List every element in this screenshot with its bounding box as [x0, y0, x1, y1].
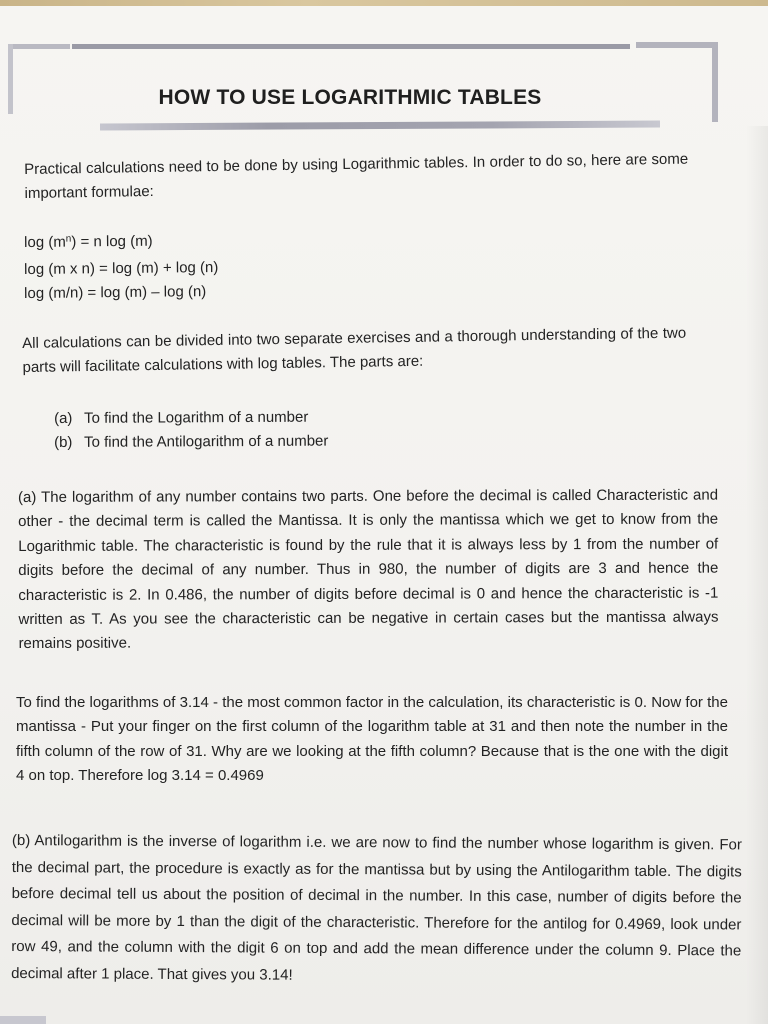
- formula-product: [24, 257, 218, 281]
- part-marker-b: (b): [54, 433, 73, 451]
- part-text-a: To find the Logarithm of a number: [83, 408, 309, 427]
- formula-product-right: = log (m) + log (n): [99, 258, 219, 278]
- part-text-b: To find the Antilogarithm of a number: [83, 432, 329, 451]
- division-paragraph: All calculations can be divided into two separate exercises and a thorough understanding of the two parts will facilitate calculations with log tables. The parts are:: [22, 324, 687, 377]
- formula-quotient-left: log (m/n): [24, 284, 84, 302]
- part-marker-a: (a): [54, 409, 73, 427]
- formula-power-right: = n log (m): [80, 232, 153, 251]
- frame-rule-top-left: [8, 44, 70, 49]
- page-title: HOW TO USE LOGARITHMIC TABLES: [158, 86, 542, 109]
- formula-quotient: [24, 281, 206, 305]
- title-underline-rule: [100, 121, 660, 131]
- paragraph-antilogarithm: (b) Antilogarithm is the inverse of logarithm i.e. we are now to find the number whose logarithm is given. For the decimal part, the procedure is exactly as for the mantissa but by using the Antilogarithm table. The digits before decimal tell us about the position of decimal in the number. In this case, number of digits before the decimal will be more by 1 than the digit of the characteristic. Therefore for the antilog for 0.4969, look under row 49, and the column with the digit 6 on top and add the mean difference under the column 9. Place the decimal after 1 place. That gives you 3.14!: [11, 831, 742, 984]
- page-shadow: [746, 126, 768, 1024]
- frame-rule-top-right: [636, 42, 718, 48]
- part-item-b: [54, 433, 328, 451]
- page-bottom-corner: [0, 1016, 46, 1024]
- formula-quotient-right: = log (m) – log (n): [87, 283, 207, 302]
- paragraph-example: To find the logarithms of 3.14 - the most common factor in the calculation, its characteristic is 0. Now for the mantissa - Put your finger on the first column of the logarithm table at 31 and then note the number in the fifth column of the row of 31. Why are we looking at the fifth column? Because that is the one with the digit 4 on top. Therefore log 3.14 = 0.4969: [16, 694, 728, 785]
- formula-product-left: log (m x n): [24, 260, 96, 278]
- paragraph-logarithm: (a) The logarithm of any number contains two parts. One before the decimal is called Characteristic and other - the decimal term is called the Mantissa. It is only the mantissa which we get to know from the Logarithmic table. The characteristic is found by the rule that it is always less by 1 from the number of digits before the decimal of any number. Thus in 980, the number of digits are 3 and hence the characteristic is 2. In 0.486, the number of digits before decimal is 0 and hence the characteristic is -1 written as T. As you see the characteristic can be negative in certain cases but the mantissa always remains positive.: [18, 486, 719, 653]
- frame-rule-right: [712, 42, 718, 122]
- exponent-n: n: [65, 233, 72, 245]
- frame-rule-top: [72, 44, 630, 49]
- formula-power-left: $\log (m^n)$: [24, 233, 77, 251]
- part-item-a: [54, 409, 308, 427]
- formula-power: [24, 231, 153, 254]
- document-page: [0, 6, 768, 1024]
- intro-paragraph: Practical calculations need to be done by using Logarithmic tables. In order to do so, here are some important formulae:: [24, 150, 689, 203]
